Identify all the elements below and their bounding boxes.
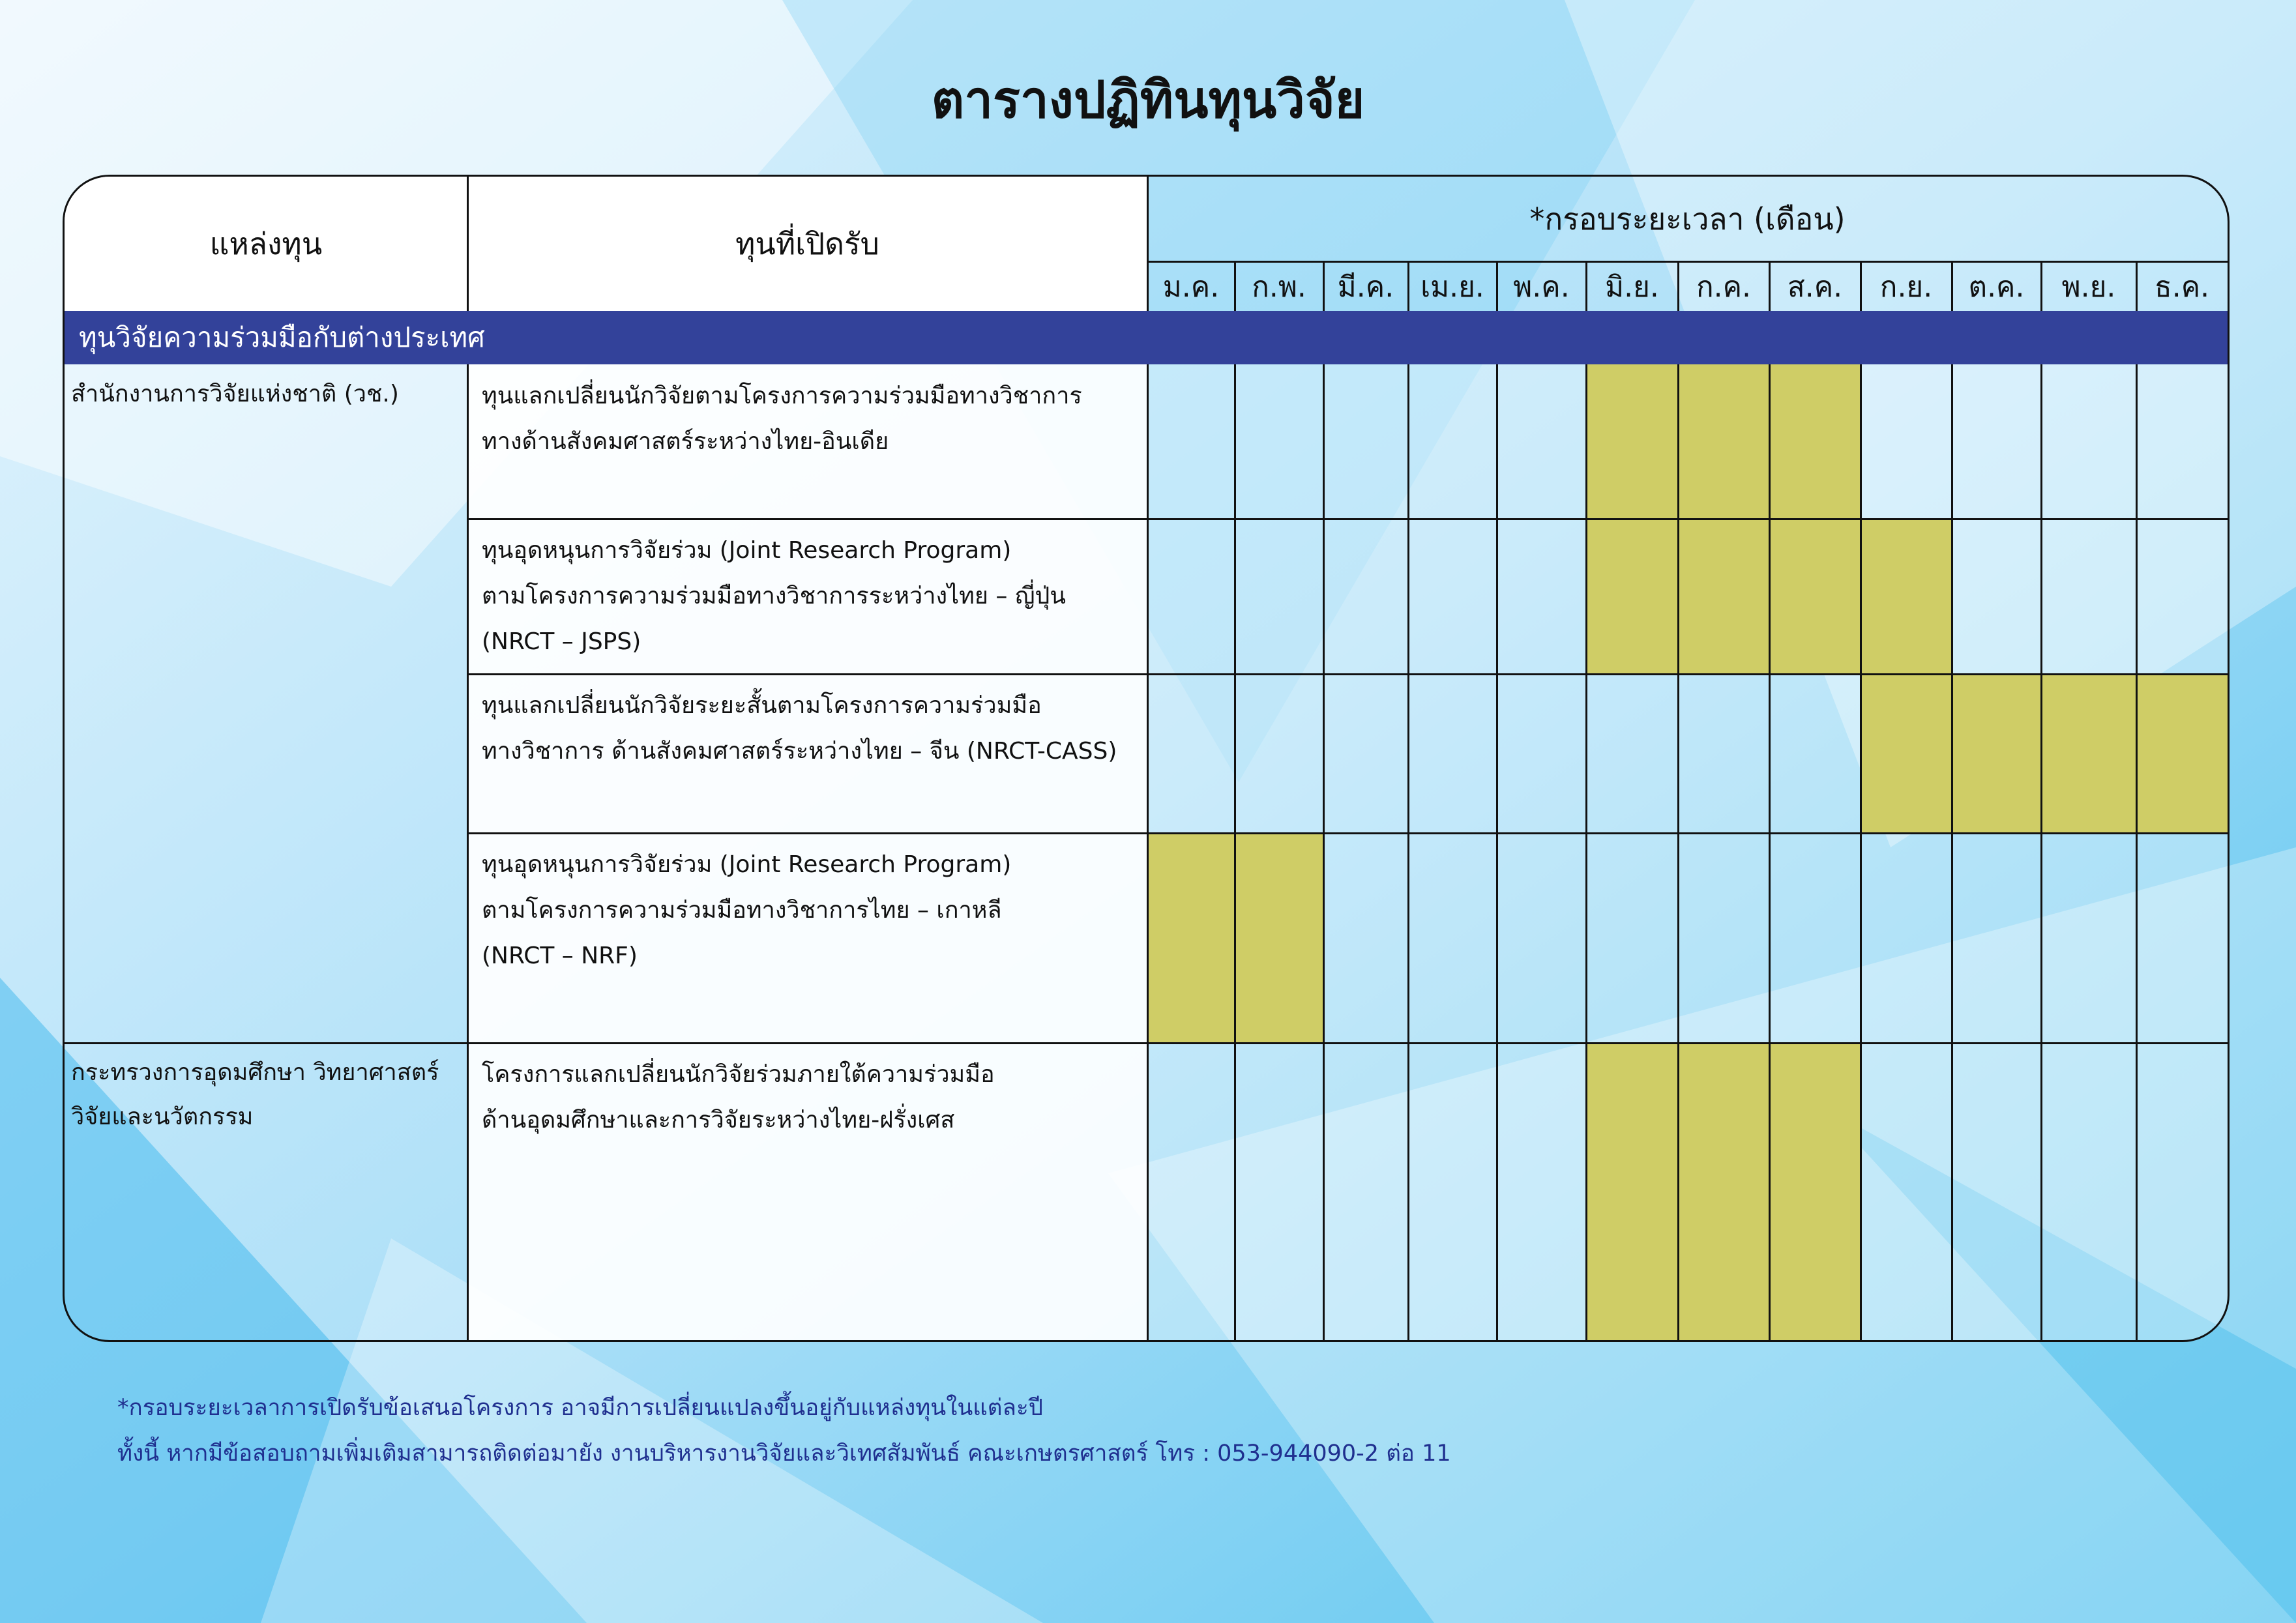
month-cell-open <box>1861 519 1952 674</box>
month-cell <box>1323 1043 1408 1340</box>
month-header: มิ.ย. <box>1605 270 1659 304</box>
month-divider <box>1769 261 1771 311</box>
divider <box>1147 364 1149 1340</box>
month-cell <box>1497 364 1586 519</box>
fund-line: ทุนอุดหนุนการวิจัยร่วม (Joint Research Program) <box>482 851 1012 878</box>
fund-row <box>467 833 1147 1043</box>
month-cell <box>1678 674 1769 833</box>
fund-line: ทางวิชาการ ด้านสังคมศาสตร์ระหว่างไทย – จีน (NRCT-CASS) <box>482 738 1117 765</box>
month-cell-open <box>1769 519 1861 674</box>
month-cell-open <box>1235 833 1323 1043</box>
divider <box>467 177 469 311</box>
month-divider <box>1860 261 1862 311</box>
month-divider <box>1407 261 1409 311</box>
source-nrct: สำนักงานการวิจัยแห่งชาติ (วช.) <box>71 381 399 407</box>
month-cell <box>1586 674 1678 833</box>
month-cell <box>1147 364 1235 519</box>
fund-line: (NRCT – JSPS) <box>482 628 641 655</box>
month-divider <box>2136 364 2138 1340</box>
month-cell <box>1147 1043 1235 1340</box>
fund-line: ทุนอุดหนุนการวิจัยร่วม (Joint Research Program) <box>482 537 1012 564</box>
month-cell <box>1861 1043 1952 1340</box>
header-source: แหล่งทุน <box>209 226 323 261</box>
divider <box>467 364 469 1340</box>
fund-line: ด้านอุดมศึกษาและการวิจัยระหว่างไทย-ฝรั่งเศส <box>482 1107 955 1133</box>
month-cell <box>1586 833 1678 1043</box>
fund-row <box>467 364 1147 519</box>
month-cell-open <box>1678 364 1769 519</box>
month-divider <box>1496 261 1498 311</box>
month-cell-open <box>1586 1043 1678 1340</box>
fund-line: ตามโครงการความร่วมมือทางวิชาการไทย – เกาหลี <box>482 897 1002 924</box>
fund-line: โครงการแลกเปลี่ยนนักวิจัยร่วมภายใต้ความร่วมมือ <box>482 1061 995 1088</box>
month-cell <box>2041 519 2136 674</box>
month-header: ส.ค. <box>1787 270 1843 304</box>
month-cell <box>1408 1043 1497 1340</box>
month-cell <box>1147 519 1235 674</box>
month-cell <box>1323 364 1408 519</box>
month-divider <box>1951 364 1953 1340</box>
month-header: ม.ค. <box>1162 270 1220 304</box>
month-cell-open <box>2041 674 2136 833</box>
month-cell <box>1235 364 1323 519</box>
month-cell <box>1147 674 1235 833</box>
month-cell <box>2041 833 2136 1043</box>
month-divider <box>2136 261 2138 311</box>
month-cell <box>1952 833 2041 1043</box>
month-cell <box>1408 364 1497 519</box>
fund-line: ทุนแลกเปลี่ยนนักวิจัยตามโครงการความร่วมมือทางวิชาการ <box>482 383 1082 409</box>
month-cell-open <box>1586 519 1678 674</box>
month-cell-open <box>2136 674 2228 833</box>
fund-line: ทางด้านสังคมศาสตร์ระหว่างไทย-อินเดีย <box>482 428 889 455</box>
month-cell <box>1497 1043 1586 1340</box>
divider <box>467 518 2228 520</box>
month-cell <box>1769 833 1861 1043</box>
month-cell <box>1861 364 1952 519</box>
month-cell-open <box>1147 833 1235 1043</box>
month-cell <box>1952 1043 2041 1340</box>
month-divider <box>1769 364 1771 1340</box>
fund-row <box>467 519 1147 674</box>
month-cell <box>1323 674 1408 833</box>
divider <box>1147 177 1149 311</box>
month-cell <box>1769 674 1861 833</box>
header-period: *กรอบระยะเวลา (เดือน) <box>1529 201 1846 237</box>
month-cell <box>1497 833 1586 1043</box>
month-cell-open <box>1952 674 2041 833</box>
month-cell <box>1678 833 1769 1043</box>
month-header: ก.ย. <box>1879 270 1933 304</box>
divider <box>1147 261 2228 263</box>
month-divider <box>1234 364 1236 1340</box>
month-cell <box>1323 519 1408 674</box>
month-divider <box>1585 364 1587 1340</box>
fund-row <box>467 674 1147 833</box>
month-cell <box>2136 364 2228 519</box>
month-header: ต.ค. <box>1968 270 2025 304</box>
divider <box>467 832 2228 834</box>
month-cell <box>1323 833 1408 1043</box>
month-header: ก.พ. <box>1252 270 1306 304</box>
divider <box>467 673 2228 675</box>
month-divider <box>1407 364 1409 1340</box>
month-divider <box>1860 364 1862 1340</box>
month-header: มี.ค. <box>1337 270 1394 304</box>
month-cell-open <box>1678 519 1769 674</box>
month-cell <box>1408 519 1497 674</box>
month-header: เม.ย. <box>1420 270 1484 304</box>
month-cell <box>1952 364 2041 519</box>
fund-line: ทุนแลกเปลี่ยนนักวิจัยระยะสั้นตามโครงการความร่วมมือ <box>482 692 1042 719</box>
month-divider <box>1677 261 1679 311</box>
month-header: ธ.ค. <box>2154 270 2210 304</box>
divider <box>65 1042 2228 1044</box>
month-cell-open <box>1861 674 1952 833</box>
month-cell <box>2136 833 2228 1043</box>
month-header: พ.ย. <box>2061 270 2116 304</box>
month-divider <box>2040 364 2042 1340</box>
month-cell-open <box>1769 364 1861 519</box>
month-cell <box>1235 519 1323 674</box>
month-divider <box>2040 261 2042 311</box>
month-divider <box>1585 261 1587 311</box>
note-line-2: ทั้งนี้ หากมีข้อสอบถามเพิ่มเติมสามารถติดต่อมายัง งานบริหารงานวิจัยและวิเทศสัมพันธ์ คณะเกษตรศาสตร์ โทร : 053-944090-2 ต่อ 11 <box>117 1440 1451 1467</box>
month-divider <box>1951 261 1953 311</box>
header-fund: ทุนที่เปิดรับ <box>735 226 879 261</box>
month-cell <box>1861 833 1952 1043</box>
page-title: ตารางปฏิทินทุนวิจัย <box>931 71 1365 130</box>
month-cell <box>1235 1043 1323 1340</box>
month-cell <box>1497 519 1586 674</box>
month-cell <box>1497 674 1586 833</box>
note-line-1: *กรอบระยะเวลาการเปิดรับข้อเสนอโครงการ อาจมีการเปลี่ยนแปลงขึ้นอยู่กับแหล่งทุนในแต่ละปี <box>117 1395 1043 1421</box>
month-header: พ.ค. <box>1513 270 1570 304</box>
month-cell <box>1952 519 2041 674</box>
month-cell <box>2041 1043 2136 1340</box>
month-cell <box>1408 833 1497 1043</box>
month-cell <box>1235 674 1323 833</box>
month-divider <box>1234 261 1236 311</box>
month-cell-open <box>1586 364 1678 519</box>
month-header: ก.ค. <box>1696 270 1752 304</box>
calendar-table <box>63 175 2230 1342</box>
month-cell-open <box>1678 1043 1769 1340</box>
section-band: ทุนวิจัยความร่วมมือกับต่างประเทศ <box>65 311 2228 364</box>
month-cell <box>2136 1043 2228 1340</box>
month-divider <box>1496 364 1498 1340</box>
month-divider <box>1323 364 1325 1340</box>
month-cell <box>1408 674 1497 833</box>
fund-line: (NRCT – NRF) <box>482 943 638 969</box>
fund-line: ตามโครงการความร่วมมือทางวิชาการระหว่างไทย – ญี่ปุ่น <box>482 583 1066 609</box>
month-cell-open <box>1769 1043 1861 1340</box>
fund-row <box>467 1043 1147 1340</box>
month-divider <box>1323 261 1325 311</box>
month-cell <box>2041 364 2136 519</box>
month-divider <box>1677 364 1679 1340</box>
source-mhesi: กระทรวงการอุดมศึกษา วิทยาศาสตร์ วิจัยและนวัตกรรม <box>71 1059 439 1130</box>
month-cell <box>2136 519 2228 674</box>
